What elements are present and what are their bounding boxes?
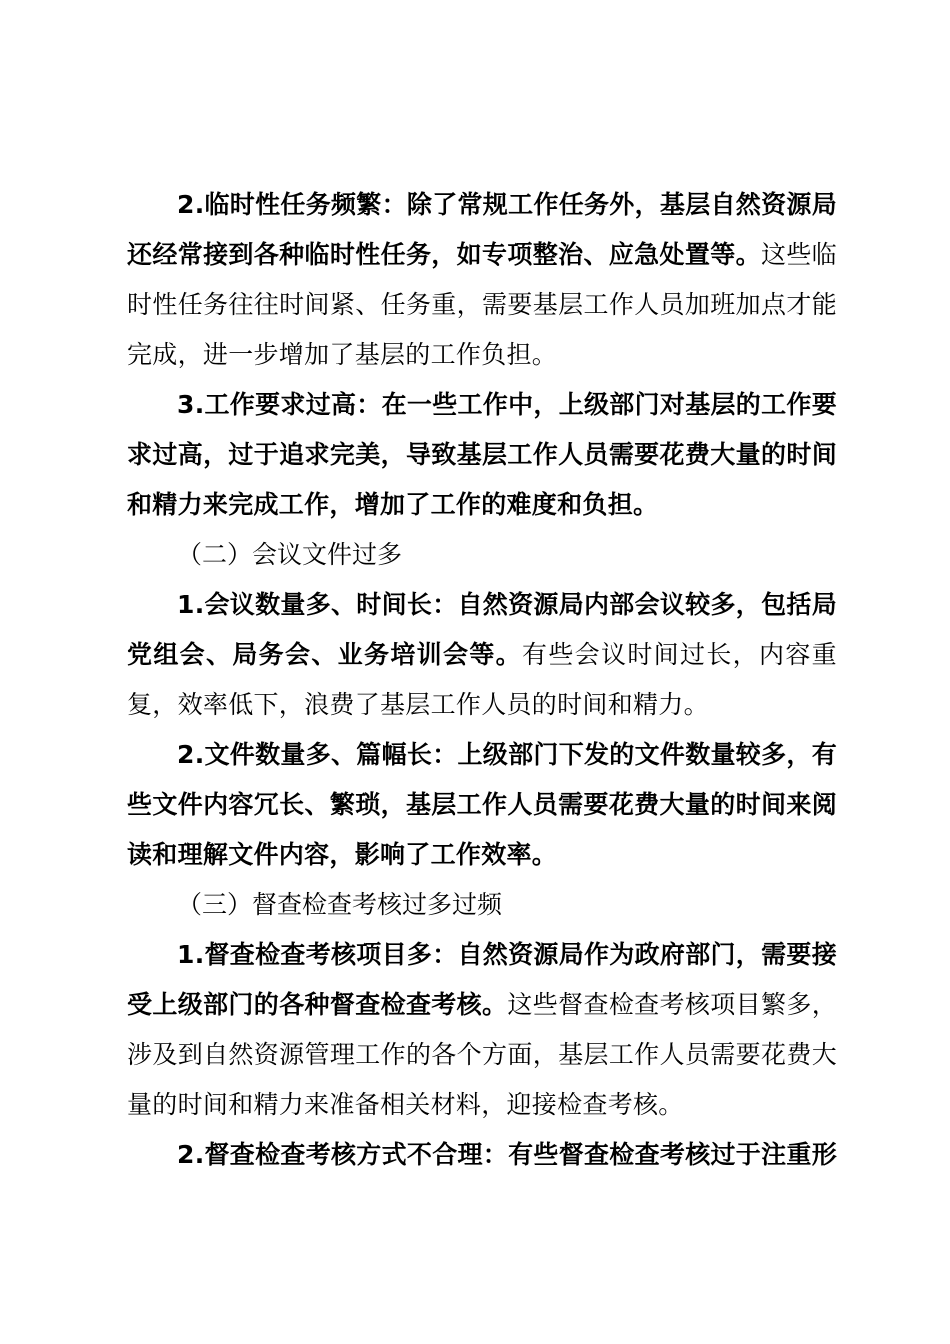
- paragraph-temporary-tasks: [127, 180, 837, 380]
- paragraph-body-text: 这些临时性任务往往时间紧、任务重，需要基层工作人员加班加点才能完成，进一步增加了基层的工作负担。: [127, 240, 837, 369]
- section-heading-inspections: （三）督查检查考核过多过频: [177, 890, 503, 919]
- paragraph-bold-lead: 2.临时性任务频繁：除了常规工作任务外，基层自然资源局还经常接到各种临时性任务，如专项整治、应急处置等。: [127, 190, 837, 269]
- paragraph-documents: [127, 730, 837, 880]
- paragraph-bold-lead: 2.文件数量多、篇幅长：上级部门下发的文件数量较多，有些文件内容冗长、繁琐，基层工作人员需要花费大量的时间来阅读和理解文件内容，影响了工作效率。: [127, 740, 837, 869]
- section-heading-meetings-documents: （二）会议文件过多: [177, 540, 403, 569]
- paragraph-body-text: 有些会议时间过长，内容重复，效率低下，浪费了基层工作人员的时间和精力。: [127, 640, 837, 719]
- paragraph-bold-lead: 3.工作要求过高：在一些工作中，上级部门对基层的工作要求过高，过于追求完美，导致基层工作人员需要花费大量的时间和精力来完成工作，增加了工作的难度和负担。: [127, 390, 837, 519]
- paragraph-bold-lead: 1.会议数量多、时间长：自然资源局内部会议较多，包括局党组会、局务会、业务培训会等。: [127, 590, 837, 669]
- paragraph-inspection-items: [127, 930, 837, 1130]
- paragraph-high-requirements: [127, 380, 837, 530]
- paragraph-bold-lead: 1.督查检查考核项目多：自然资源局作为政府部门，需要接受上级部门的各种督查检查考核。: [127, 940, 837, 1019]
- document-page: [127, 180, 837, 1180]
- paragraph-body-text: 这些督查检查考核项目繁多，涉及到自然资源管理工作的各个方面，基层工作人员需要花费大量的时间和精力来准备相关材料，迎接检查考核。: [127, 990, 837, 1119]
- paragraph-meetings: [127, 580, 837, 730]
- paragraph-inspection-methods: [127, 1130, 837, 1180]
- paragraph-bold-lead: 2.督查检查考核方式不合理：有些督查检查考核过于注重形: [177, 1140, 837, 1169]
